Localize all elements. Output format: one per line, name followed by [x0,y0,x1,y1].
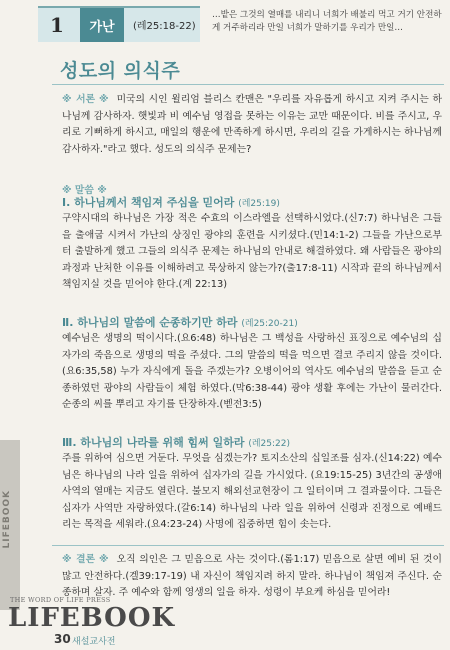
section-1-heading [62,194,280,210]
section-1-ref: (레25:19) [238,199,280,209]
conclusion-divider [52,545,444,546]
conclusion-text: 오직 의인은 그 믿음으로 사는 것이다.(롬1:17) 믿음으로 살면 예비 된 것이 많고 안전하다.(겔39:17-19) 내 자신이 책임지려 하지 말라. 하나님이 책임져 주신다. 순종하며 살자. 주 예수와 함께 영생의 일을 하자. 성령이 부요케 하심을 믿어라! [62,554,442,598]
side-logo-text: LIFEBOOK [2,490,12,549]
section-1-text: 구약시대의 하나님은 가장 적은 수효의 이스라엘을 선택하시었다.(신7:7) 하나님은 그들을 출애굽 시켜서 가난의 상징인 광야의 훈련을 시키셨다.(민14:1-2) 그들을 가난으로부터 출발하게 했고 그들의 의식주 문제는 하나님의 안내로 해결하였다. 왜 사람들은 광야의 과정과 난처한 이유를 이해하려고 묵상하지 않는가?(출17:8-11) 시작과 끝의 하나님께서 책임지실 것을 믿어야 한다.(계 22:13) [62,213,442,290]
header-quote: …밭은 그것의 열매를 내리니 너희가 배불리 먹고 거기 안전하게 거주하리라 만일 너희가 말하기를 우리가 만일… [212,10,442,33]
publisher-logo: LIFEBOOK [8,603,176,633]
section-3-title: Ⅲ. 하나님의 나라를 위해 힘써 일하라 [62,436,245,449]
side-logo [0,440,20,610]
chapter-header [38,6,200,42]
section-3-text: 주를 위하여 심으면 거둔다. 무엇을 심겠는가? 토지소산의 십일조를 심자.(신14:22) 예수님은 하나님의 나라 일을 위하여 십자가의 길을 가시었다. (요19:15-25) 3년간의 공생애 사역의 열매는 지금도 열린다. 불모지 해외선교현장이 그 일터이며 그 결과물이다. 그들은 십자가 사역만 자랑하였다.(갈6:14) 하나님의 나라 일을 위하여 신령과 진정으로 예배드리는 목적을 세워라.(요4:23-24) 사명에 집중하면 힘이 솟는다. [62,453,442,530]
chapter-number: 1 [50,13,64,37]
section-3-ref: (레25:22) [248,439,290,449]
title-divider [52,84,444,85]
conclusion-label: ※ 결론 ※ [62,554,110,565]
book-title: 새설교사전 [72,637,116,647]
section-2-text: 예수님은 생명의 떡이시다.(요6:48) 하나님은 그 백성을 사랑하신 표징으로 예수님의 십자가의 죽음으로 생명의 떡을 주셨다. 그의 말씀의 떡을 먹으면 결코 주리지 않을 것이다.(요6:35,58) 누가 자식에게 돌을 주겠는가? 오병이어의 역사도 예수님의 말씀을 듣고 순종하였던 광야의 사람들이 체험 하였다.(막6:38-44) 광야 생활 후에는 가난이 물러간다. 순종의 씨를 뿌리고 자기를 단장하자.(벧전3:5) [62,333,442,410]
body-label: ※ 말씀 ※ [62,185,107,196]
section-3-heading [62,434,290,450]
chapter-reference: (레25:18-22) [133,21,196,32]
section-2-heading [62,314,298,330]
section-2-title: Ⅱ. 하나님의 말씀에 순종하기만 하라 [62,316,238,329]
page-title: 성도의 의식주 [60,60,181,82]
page-number: 30 [54,632,71,646]
intro-paragraph [62,92,442,158]
intro-text: 미국의 시인 윌리엄 블리스 칸맨은 "우리를 자유롭게 하시고 지켜 주시는 하나님께 감사하자. 햇빛과 비 예수님 영접을 못하는 이유는 교만 때문이다. 비를 주시고, 우리로 기뻐하게 하시고, 매일의 행운에 만족하게 하시면, 우리의 길을 가게하시는 하나님께 감사하자."라고 했다. 성도의 의식주 문제는? [62,94,442,155]
chapter-title-badge: 가난 [80,8,124,42]
publisher-subtitle: THE WORD OF LIFE PRESS [10,596,111,604]
section-2-ref: (레25:20-21) [241,319,298,329]
section-1-title: Ⅰ. 하나님께서 책임져 주심을 믿어라 [62,196,235,209]
intro-label: ※ 서론 ※ [62,94,110,105]
conclusion-paragraph [62,552,442,602]
